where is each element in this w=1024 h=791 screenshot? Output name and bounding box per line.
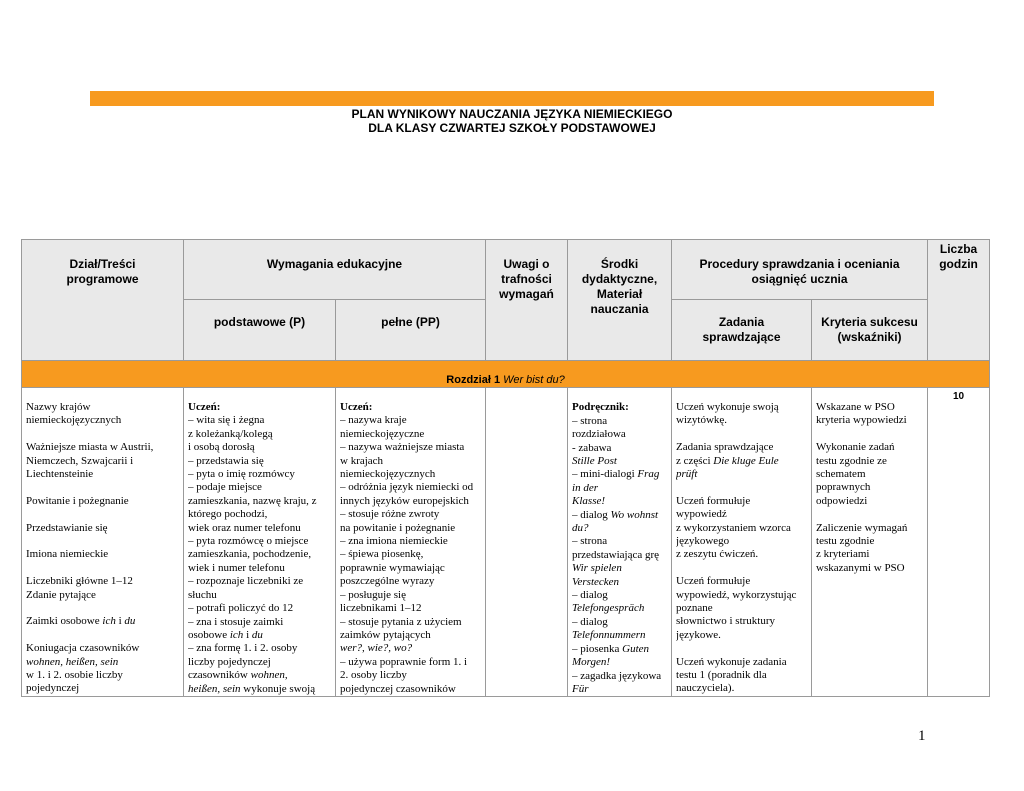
cell-line [816, 428, 923, 441]
cell-line: kryteria wypowiedzi [816, 414, 907, 427]
cell-line: Uczeń: [340, 401, 373, 413]
cell-line [26, 535, 179, 548]
cell-line [26, 508, 179, 521]
cell-line: Wskazane w PSO [816, 401, 895, 413]
cell-line: na powitanie i pożegnanie [340, 521, 456, 534]
cell-line: niemieckojęzycznych [340, 468, 436, 481]
cell-line: Przedstawianie się [26, 521, 108, 534]
plan-table [21, 239, 990, 697]
header-procedury: Procedury sprawdzania i oceniania osiągnięć ucznia [672, 240, 928, 300]
cell-srodki [568, 388, 672, 697]
cell-line: i osobą dorosłą [188, 441, 255, 454]
page-number: 1 [918, 728, 926, 744]
cell-line: Wir spielen [572, 562, 622, 575]
cell-line: Uczeń formułuje [676, 494, 751, 507]
cell-line: – pyta rozmówcę o miejsce [188, 535, 309, 548]
cell-line: Zadania sprawdzające [676, 441, 774, 454]
cell-line: nauczyciela). [676, 682, 735, 695]
cell-line: wohnen, heißen, sein [26, 655, 119, 668]
cell-line: z zeszytu ćwiczeń. [676, 548, 759, 561]
cell-line: – nazywa ważniejsze miasta [340, 441, 465, 454]
cell-line: Zdanie pytające [26, 588, 96, 601]
cell-line [676, 562, 807, 575]
cell-line: poprawnych [816, 481, 871, 494]
cell-line: – dialog Wo wohnst [572, 508, 659, 521]
cell-line: zaimków pytających [340, 628, 431, 641]
cell-line: pojedynczej czasowników [340, 682, 456, 695]
cell-line: pojedynczej [26, 682, 80, 695]
cell-line: wer?, wie?, wo? [340, 642, 413, 655]
cell-line: rozdziałowa [572, 428, 626, 441]
cell-zadania [672, 388, 812, 697]
cell-line: z wykorzystaniem wzorca [676, 521, 791, 534]
cell-line: – nazywa kraje [340, 414, 407, 427]
orange-header-bar [90, 91, 934, 106]
cell-line: Liechtensteinie [26, 468, 94, 481]
cell-line: 2. osoby liczby [340, 669, 407, 682]
cell-line: – strona [572, 535, 608, 548]
header-wymagania: Wymagania edukacyjne [184, 240, 486, 300]
cell-line [26, 481, 179, 494]
header-zadania: Zadania sprawdzające [672, 300, 812, 361]
cell-line: – śpiewa piosenkę, [340, 548, 424, 561]
cell-line: Wykonanie zadań [816, 441, 895, 454]
header-dzial: Dział/Treści programowe [22, 240, 184, 361]
chapter-row [22, 361, 990, 388]
cell-line: Podręcznik: [572, 401, 629, 414]
cell-line: – dialog [572, 589, 608, 602]
cell-line [26, 562, 179, 575]
cell-line: poznane [676, 602, 713, 615]
cell-line: – stosuje pytania z użyciem [340, 615, 462, 628]
cell-line: Powitanie i pożegnanie [26, 494, 129, 507]
cell-dzial [22, 388, 184, 697]
cell-line: liczebnikami 1–12 [340, 602, 422, 615]
cell-line: wiek oraz numer telefonu [188, 521, 301, 534]
cell-line: z części Die kluge Eule [676, 454, 779, 467]
chapter-label: Rozdział 1 [446, 374, 501, 386]
cell-kryteria [812, 388, 928, 697]
cell-line: niemieckojęzyczne [340, 427, 425, 440]
cell-line: Imiona niemieckie [26, 548, 109, 561]
cell-line: in der [572, 481, 598, 494]
cell-line: – używa poprawnie form 1. i [340, 655, 468, 668]
cell-hours [928, 388, 990, 697]
cell-line: Telefonnummern [572, 629, 646, 642]
cell-line: innych języków europejskich [340, 494, 469, 507]
cell-line: Liczebniki główne 1–12 [26, 575, 133, 588]
cell-line: liczby pojedynczej [188, 655, 271, 668]
cell-line [676, 481, 807, 494]
cell-line: Niemczech, Szwajcarii i [26, 454, 134, 467]
cell-line: testu zgodnie [816, 535, 875, 548]
document-title [0, 107, 1024, 135]
cell-line: – dialog [572, 615, 608, 628]
cell-line: zamieszkania, nazwę kraju, z [188, 494, 317, 507]
cell-line: testu zgodnie ze [816, 454, 887, 467]
header-kryteria: Kryteria sukcesu (wskaźniki) [812, 300, 928, 361]
cell-line: – pyta o imię rozmówcy [188, 468, 295, 481]
cell-line: Stille Post [572, 455, 617, 468]
cell-line: Koniugacja czasowników [26, 642, 140, 655]
cell-line: - zabawa [572, 441, 612, 454]
cell-line: Uczeń: [188, 401, 221, 413]
cell-line [26, 629, 179, 642]
hours-value: 10 [952, 391, 965, 402]
cell-line: wypowiedź, wykorzystując [676, 588, 797, 601]
cell-line: – zna imiona niemieckie [340, 535, 448, 548]
cell-line: poszczególne wyrazy [340, 575, 435, 588]
cell-line: Nazwy krajów [26, 401, 91, 413]
cell-line: językowe. [676, 628, 721, 641]
header-liczba-godzin: Liczba godzin [928, 240, 990, 361]
cell-line: w krajach [340, 454, 384, 467]
cell-line: du? [572, 522, 589, 535]
cell-line: Morgen! [572, 656, 611, 669]
title-line-1: PLAN WYNIKOWY NAUCZANIA JĘZYKA NIEMIECKIEGO [351, 107, 673, 121]
cell-line [26, 428, 179, 441]
cell-pelne [336, 388, 486, 697]
cell-line: Zaliczenie wymagań [816, 521, 908, 534]
cell-line: – zagadka językowa [572, 669, 662, 682]
cell-line: – zna formę 1. i 2. osoby [188, 642, 298, 655]
cell-line: – stosuje różne zwroty [340, 508, 440, 521]
cell-line: – podaje miejsce [188, 481, 262, 494]
cell-line: którego pochodzi, [188, 508, 268, 521]
cell-line: heißen, sein wykonuje swoją [188, 682, 316, 695]
cell-podstawowe [184, 388, 336, 697]
cell-line: Verstecken [572, 575, 620, 588]
cell-line: przedstawiająca grę [572, 548, 660, 561]
cell-line: Uczeń wykonuje zadania [676, 655, 787, 668]
cell-line: prüft [676, 468, 698, 481]
cell-line: Telefongespräch [572, 602, 645, 615]
cell-line: językowego [676, 535, 730, 548]
cell-line: Für [572, 682, 589, 695]
cell-line: Uczeń wykonuje swoją [676, 401, 779, 413]
chapter-name: Wer bist du? [503, 374, 565, 386]
cell-line: poprawnie wymawiając [340, 561, 445, 574]
cell-line: słownictwo i struktury [676, 615, 776, 628]
cell-line: czasowników wohnen, [188, 669, 288, 682]
cell-line [572, 388, 667, 401]
cell-line: – wita się i żegna [188, 414, 265, 427]
cell-line: odpowiedzi [816, 494, 868, 507]
cell-line [816, 508, 923, 521]
cell-line [676, 428, 807, 441]
cell-line: – potrafi policzyć do 12 [188, 602, 294, 615]
cell-line [26, 602, 179, 615]
cell-line: – strona [572, 414, 608, 427]
cell-line: wizytówkę. [676, 414, 728, 427]
header-srodki: Środki dydaktyczne, Materiał nauczania [568, 240, 672, 361]
cell-line: wiek i numer telefonu [188, 561, 285, 574]
cell-line: w 1. i 2. osobie liczby [26, 669, 123, 682]
cell-line: słuchu [188, 588, 217, 601]
cell-line: – piosenka Guten [572, 642, 650, 655]
cell-line: osobowe ich i du [188, 628, 263, 641]
cell-uwagi [486, 388, 568, 697]
cell-line: z koleżanką/kolegą [188, 427, 273, 440]
cell-line: wypowiedź [676, 508, 727, 521]
cell-line: Ważniejsze miasta w Austrii, [26, 441, 154, 454]
cell-line: Klasse! [572, 495, 606, 508]
cell-line: z kryteriami [816, 548, 870, 561]
header-podstawowe: podstawowe (P) [184, 300, 336, 361]
header-pelne: pełne (PP) [336, 300, 486, 361]
cell-line [676, 642, 807, 655]
cell-line: Zaimki osobowe ich i du [26, 615, 136, 628]
cell-line: – rozpoznaje liczebniki ze [188, 575, 304, 588]
cell-line: Uczeń formułuje [676, 575, 751, 588]
header-uwagi: Uwagi o trafności wymagań [486, 240, 568, 361]
cell-line: zamieszkania, pochodzenie, [188, 548, 312, 561]
cell-line: – posługuje się [340, 588, 406, 601]
cell-line: schematem [816, 468, 866, 481]
cell-line: – przedstawia się [188, 454, 264, 467]
cell-line: – zna i stosuje zaimki [188, 615, 284, 628]
title-line-2: DLA KLASY CZWARTEJ SZKOŁY PODSTAWOWEJ [368, 121, 656, 135]
cell-line: wskazanymi w PSO [816, 561, 905, 574]
cell-line: – mini-dialogi Frag [572, 468, 660, 481]
cell-line: – odróżnia język niemiecki od [340, 481, 474, 494]
cell-line: testu 1 (poradnik dla [676, 669, 767, 682]
cell-line: niemieckojęzycznych [26, 414, 122, 427]
